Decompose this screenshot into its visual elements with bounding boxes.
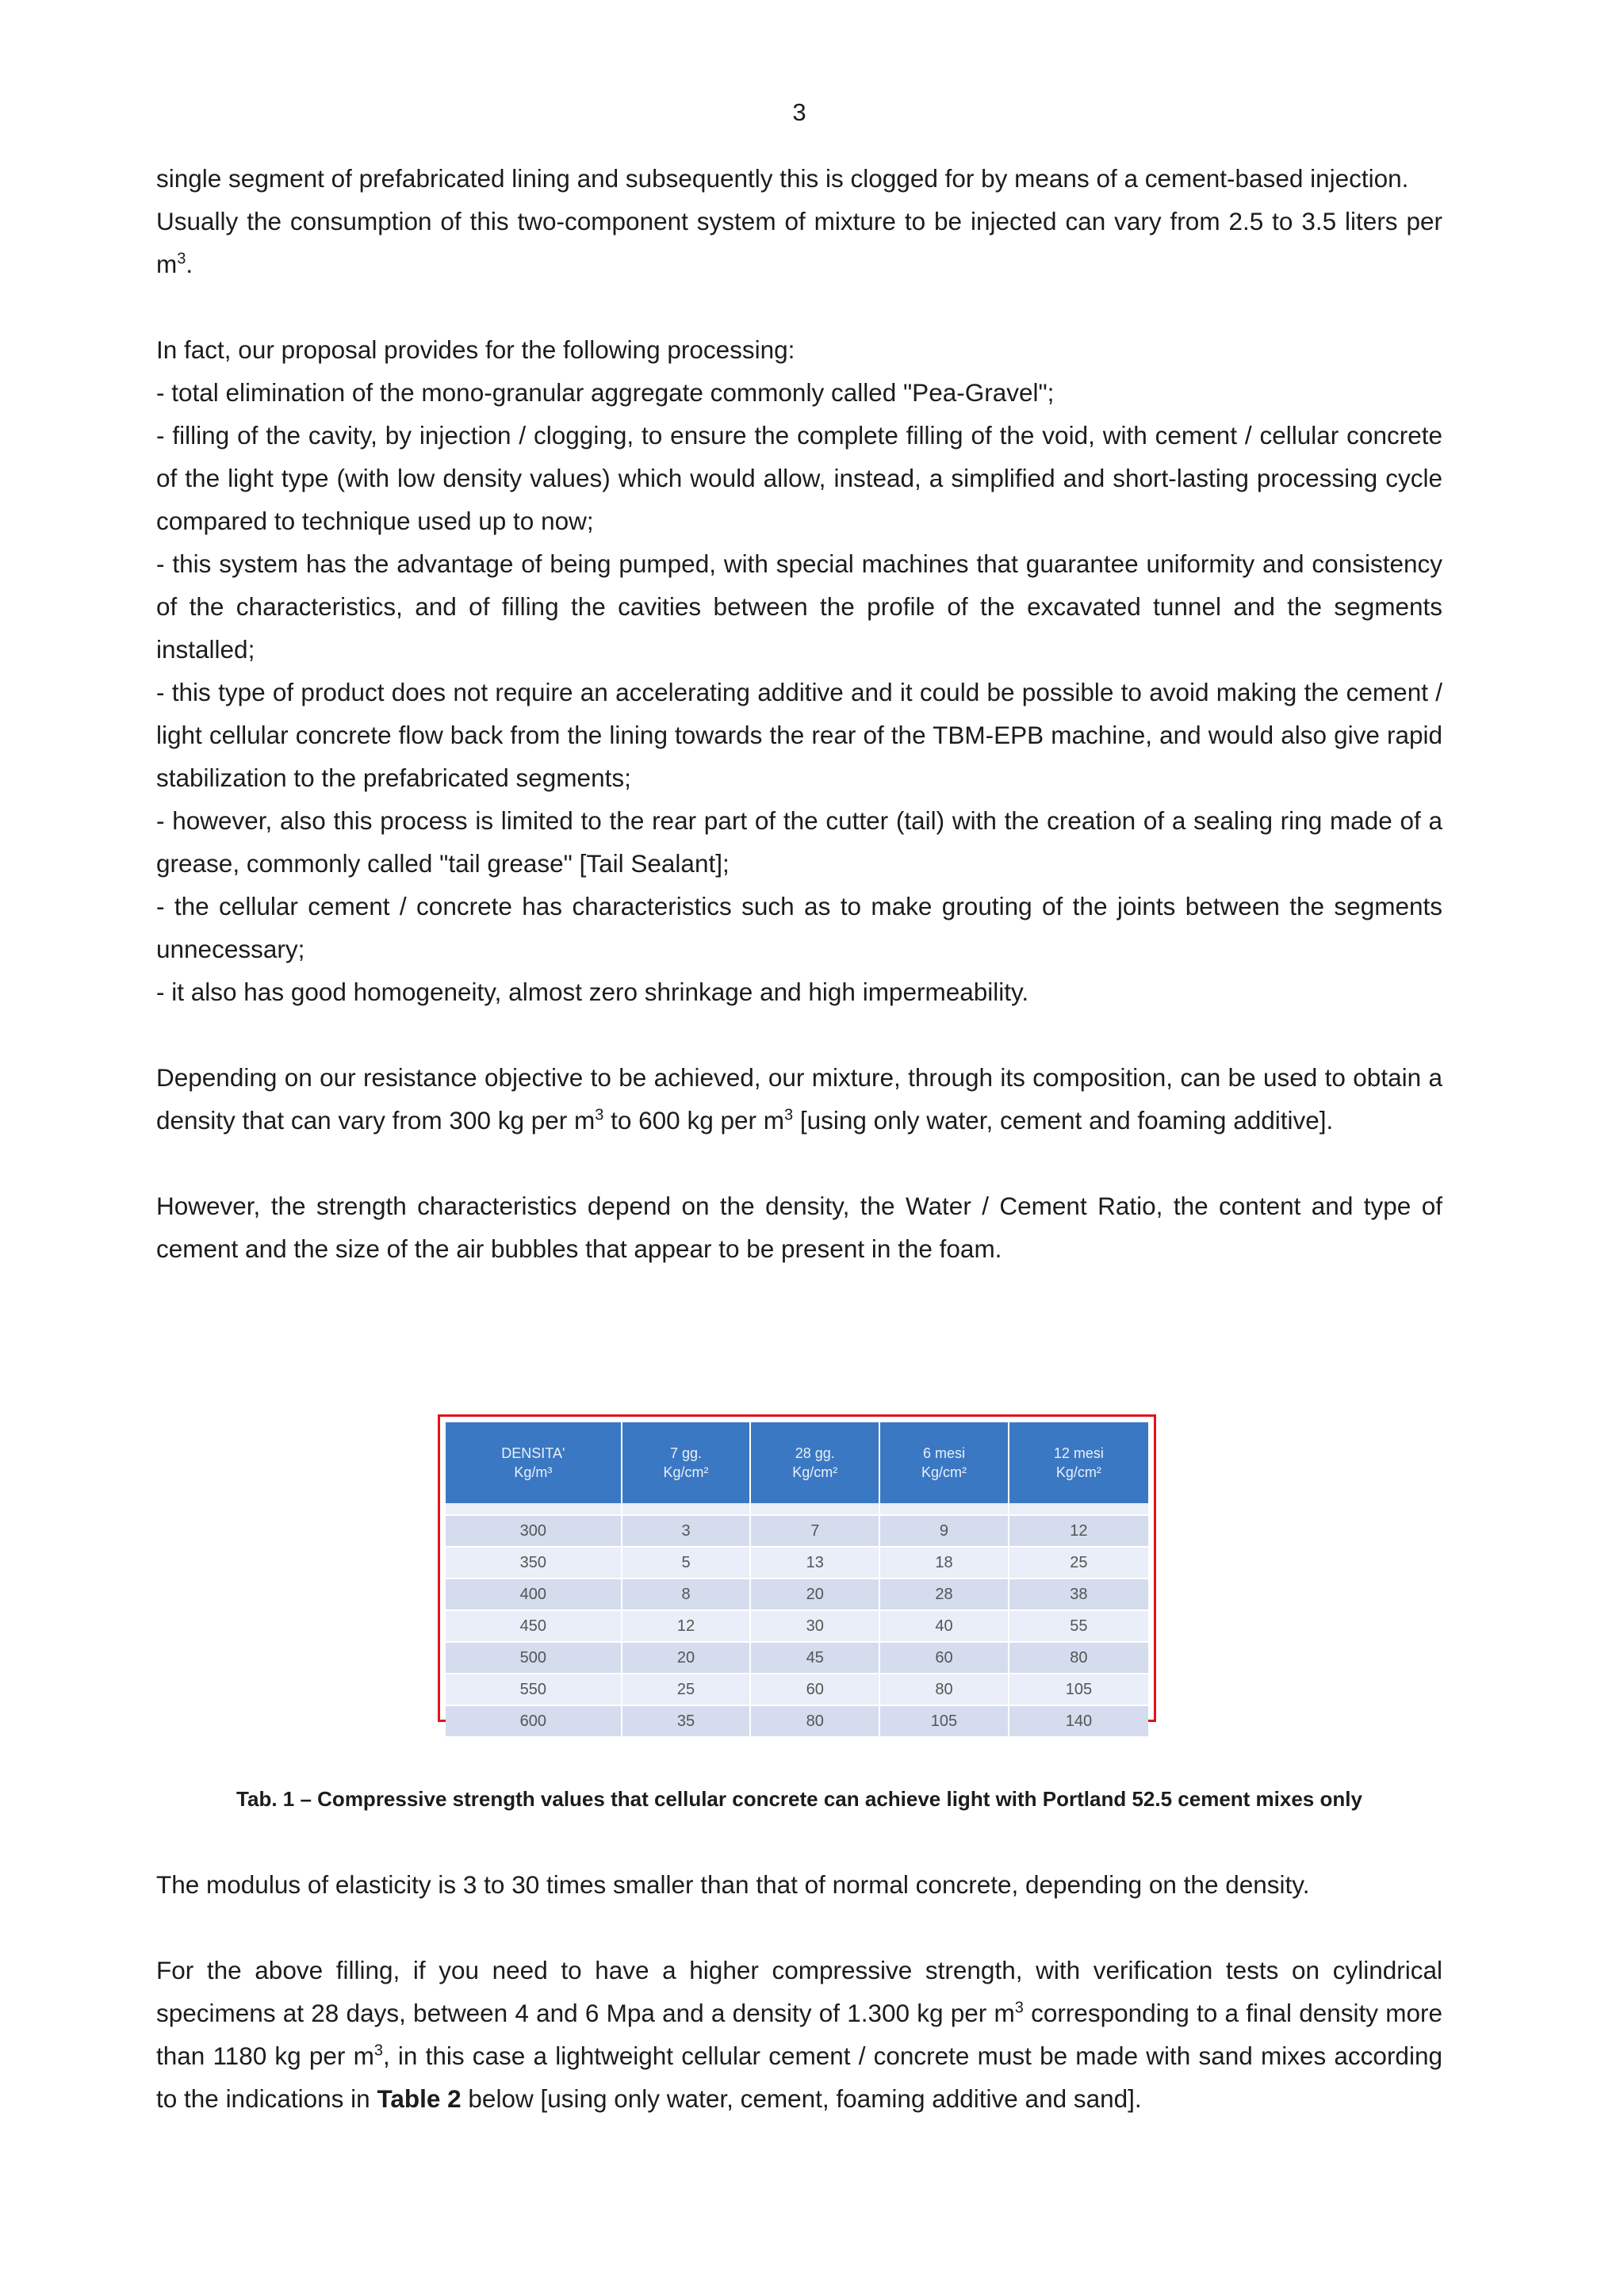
table-cell: 350 — [446, 1547, 622, 1578]
table-cell: 600 — [446, 1705, 622, 1736]
table-row — [446, 1610, 1148, 1642]
table-header-cell: 12 mesi Kg/cm² — [1009, 1422, 1148, 1503]
list-item: - the cellular cement / concrete has characteristics such as to make grouting of the joints between the segments unnecessary; — [156, 892, 1442, 963]
list-item: - this type of product does not require an accelerating additive and it could be possible to avoid making the cement / light cellular concrete flow back from the lining towards the rear of the TBM-EPB machine, and would also give rapid stabilization to the prefabricated segments; — [156, 678, 1442, 792]
table-cell: 8 — [622, 1578, 751, 1610]
table-cell: 400 — [446, 1578, 622, 1610]
table-cell: 300 — [446, 1515, 622, 1547]
table-cell: 105 — [879, 1705, 1009, 1736]
table-cell: 60 — [879, 1642, 1009, 1674]
table-row — [446, 1674, 1148, 1705]
list-item: - this system has the advantage of being pumped, with special machines that guarantee uniformity and consistency of the characteristics, and of filling the cavities between the profile of the excavated tunnel and the segments installed; — [156, 549, 1442, 664]
list-item: - total elimination of the mono-granular aggregate commonly called "Pea-Gravel"; — [156, 378, 1055, 407]
table-cell: 60 — [750, 1674, 879, 1705]
table-cell: 45 — [750, 1642, 879, 1674]
table-row — [446, 1515, 1148, 1547]
table-cell: 7 — [750, 1515, 879, 1547]
strength-table-frame — [438, 1414, 1156, 1730]
table-cell: 140 — [1009, 1705, 1148, 1736]
table-cell: 40 — [879, 1610, 1009, 1642]
table-reference: Table 2 — [377, 2084, 462, 2113]
paragraph: Depending on our resistance objective to be achieved, our mixture, through its composition, can be used to obtain a density that can vary from 300 kg per $m^3$ to 600 kg per $m^3$ [using only water, cement and foaming additive]. — [156, 1063, 1442, 1135]
table-cell: 38 — [1009, 1578, 1148, 1610]
table-cell: 450 — [446, 1610, 622, 1642]
paragraph: single segment of prefabricated lining and subsequently this is clogged for by means of a cement-based injection. — [156, 164, 1409, 193]
table-cell: 80 — [750, 1705, 879, 1736]
list-item: - however, also this process is limited to the rear part of the cutter (tail) with the creation of a sealing ring made of a grease, commonly called "tail grease" [Tail Sealant]; — [156, 806, 1442, 878]
page-number: 3 — [792, 98, 806, 126]
table-cell: 9 — [879, 1515, 1009, 1547]
table-cell: 500 — [446, 1642, 622, 1674]
table-cell: 13 — [750, 1547, 879, 1578]
table-header-cell: DENSITA' Kg/m³ — [446, 1422, 622, 1503]
paragraph: However, the strength characteristics depend on the density, the Water / Cement Ratio, the content and type of cement and the size of the air bubbles that appear to be present in the foam. — [156, 1192, 1442, 1263]
table-row — [446, 1578, 1148, 1610]
table-cell: 5 — [622, 1547, 751, 1578]
paragraph: In fact, our proposal provides for the following processing: — [156, 335, 795, 364]
table-cell: 12 — [622, 1610, 751, 1642]
body-text-top — [156, 157, 1442, 1270]
table-cell: 25 — [622, 1674, 751, 1705]
paragraph: The modulus of elasticity is 3 to 30 times smaller than that of normal concrete, depending on the density. — [156, 1870, 1310, 1899]
table-row — [446, 1642, 1148, 1674]
table-cell: 550 — [446, 1674, 622, 1705]
body-text-bottom — [156, 1863, 1442, 2120]
table-cell: 28 — [879, 1578, 1009, 1610]
table-caption: Tab. 1 – Compressive strength values that cellular concrete can achieve light with Portland 52.5 cement mixes only — [236, 1787, 1362, 1811]
table-header-cell: 6 mesi Kg/cm² — [879, 1422, 1009, 1503]
table-cell: 80 — [879, 1674, 1009, 1705]
table-cell: 35 — [622, 1705, 751, 1736]
table-cell: 18 — [879, 1547, 1009, 1578]
paragraph: For the above filling, if you need to have a higher compressive strength, with verification tests on cylindrical specimens at 28 days, between 4 and 6 Mpa and a density of 1.300 kg per $m^3$ corresponding to a final density more than 1180 kg per $m^3$, in this case a lightweight cellular cement / concrete must be made with sand mixes according to the indications in Table 2 below [using only water, cement, foaming additive and sand]. — [156, 1956, 1443, 2113]
table-row — [446, 1547, 1148, 1578]
table-header-cell: 7 gg. Kg/cm² — [622, 1422, 751, 1503]
table-cell: 12 — [1009, 1515, 1148, 1547]
table-header-cell: 28 gg. Kg/cm² — [750, 1422, 879, 1503]
table-cell: 30 — [750, 1610, 879, 1642]
table-cell: 20 — [750, 1578, 879, 1610]
table-cell: 25 — [1009, 1547, 1148, 1578]
table-cell: 55 — [1009, 1610, 1148, 1642]
list-item: - it also has good homogeneity, almost zero shrinkage and high impermeability. — [156, 978, 1029, 1006]
paragraph: Usually the consumption of this two-component system of mixture to be injected can vary from 2.5 to 3.5 liters per $m^3$. — [156, 207, 1442, 278]
table-cell: 3 — [622, 1515, 751, 1547]
table-row — [446, 1705, 1148, 1736]
table-cell: 105 — [1009, 1674, 1148, 1705]
strength-table — [446, 1422, 1148, 1736]
list-item: - filling of the cavity, by injection / clogging, to ensure the complete filling of the void, with cement / cellular concrete of the light type (with low density values) which would allow, instead, a simplified and short-lasting processing cycle compared to technique used up to now; — [156, 421, 1442, 535]
table-cell: 80 — [1009, 1642, 1148, 1674]
table-cell: 20 — [622, 1642, 751, 1674]
